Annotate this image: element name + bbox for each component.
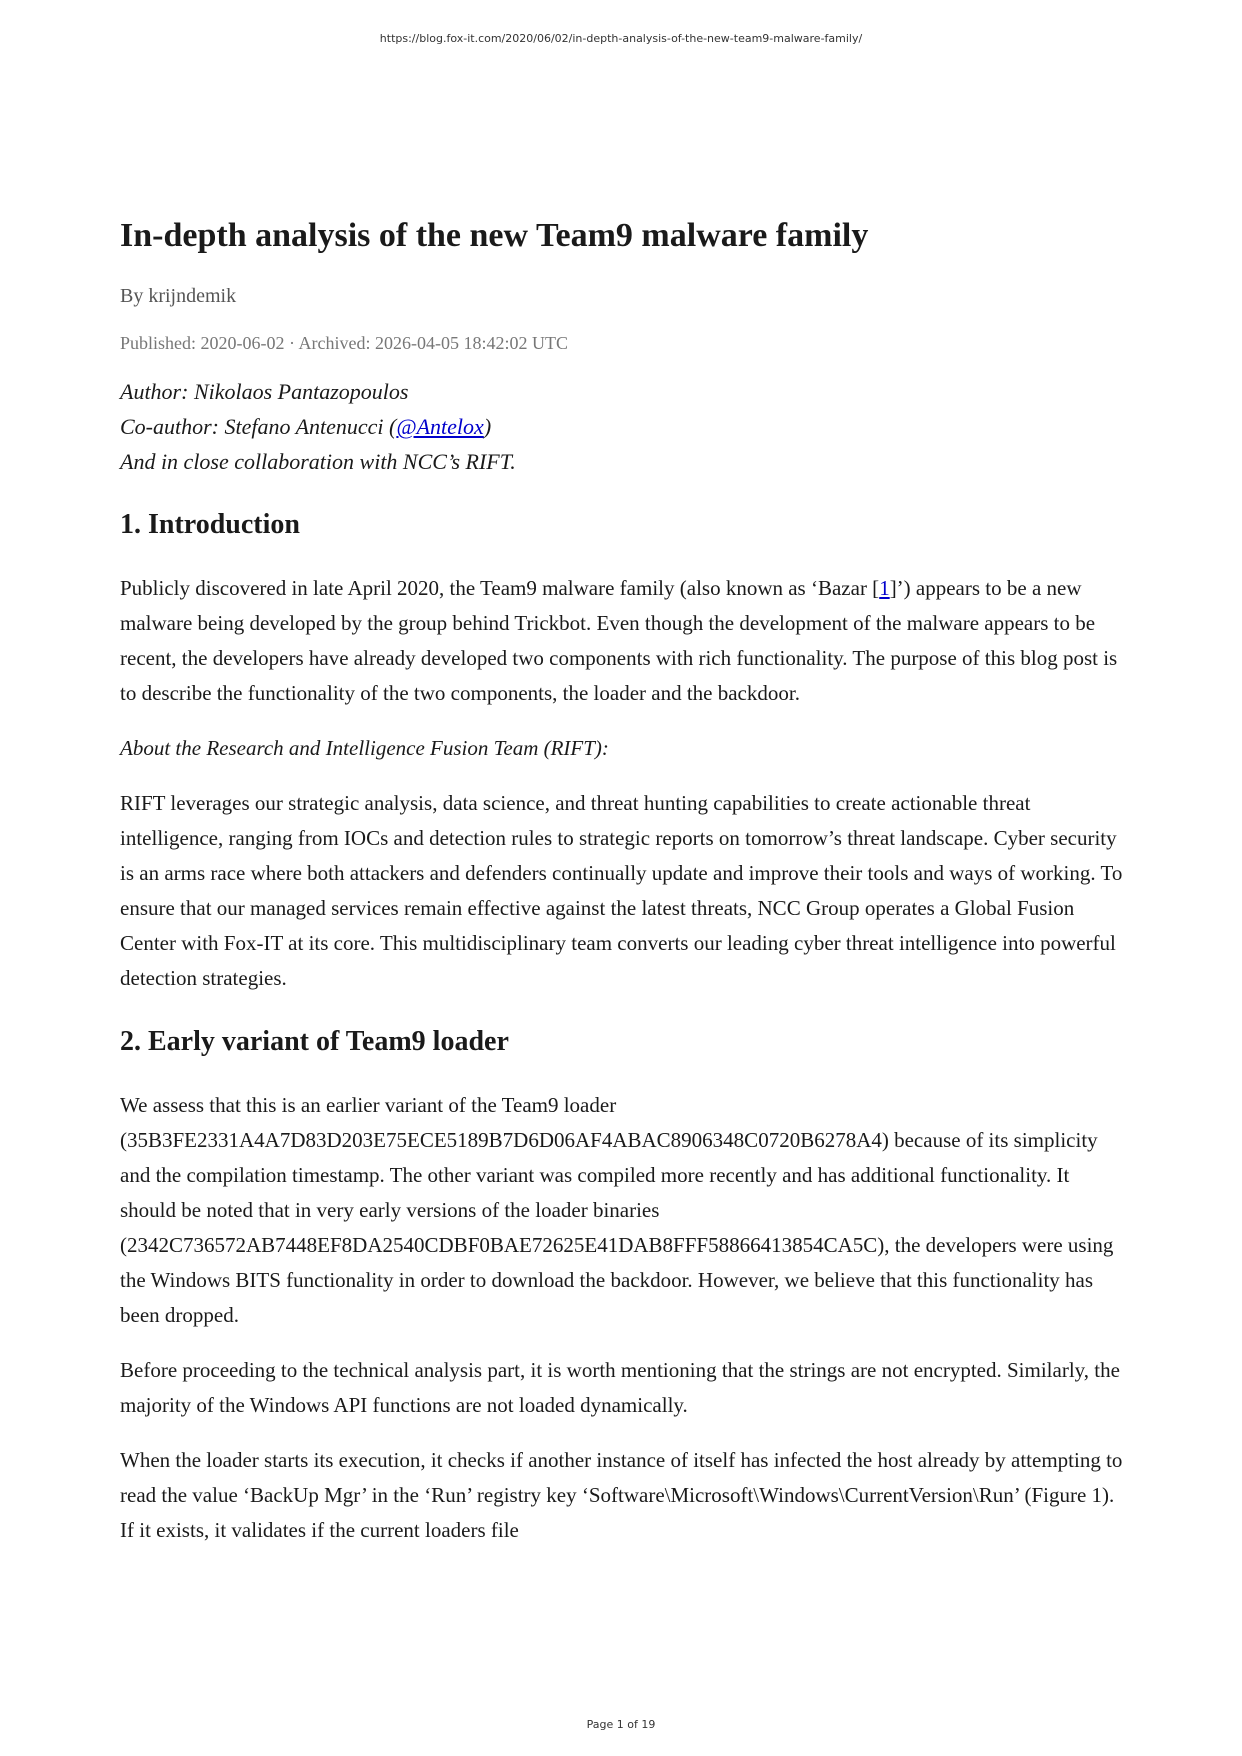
author-credit: Author: Nikolaos Pantazopoulos: [120, 379, 409, 404]
page-url: https://blog.fox-it.com/2020/06/02/in-depth-analysis-of-the-new-team9-malware-family/: [379, 32, 863, 45]
coauthor-prefix: Co-author: Stefano Antenucci (: [120, 414, 397, 439]
publish-dates: Published: 2020-06-02 · Archived: 2026-04-05 18:42:02 UTC: [120, 333, 568, 353]
article: [120, 212, 1130, 1548]
early-variant-paragraph-3: When the loader starts its execution, it checks if another instance of itself has infected the host already by attempting to read the value ‘BackUp Mgr’ in the ‘Run’ registry key ‘Software\Microsoft\Windows\CurrentVersion\Run’ (Figure 1). If it exists, it validates if the current loaders file: [120, 1448, 1123, 1542]
article-title: In-depth analysis of the new Team9 malware family: [120, 217, 869, 254]
rift-paragraph: RIFT leverages our strategic analysis, data science, and threat hunting capabilities to create actionable threat intelligence, ranging from IOCs and detection rules to strategic reports on tomorrow’s threat landscape. Cyber security is an arms race where both attackers and defenders continually update and improve their tools and ways of working. To ensure that our managed services remain effective against the latest threats, NCC Group operates a Global Fusion Center with Fox-IT at its core. This multidisciplinary team converts our leading cyber threat intelligence into powerful detection strategies.: [120, 791, 1123, 990]
coauthor-credit: [120, 409, 1130, 444]
page-number: Page 1 of 19: [586, 1718, 656, 1731]
early-variant-paragraph-1: We assess that this is an earlier variant of the Team9 loader (35B3FE2331A4A7D83D203E75ECE5189B7D6D06AF4ABAC8906348C0720B6278A4) because of its simplicity and the compilation timestamp. The other variant was compiled more recently and has additional functionality. It should be noted that in very early versions of the loader binaries (2342C736572AB7448EF8DA2540CDBF0BAE72625E41DAB8FFF58866413854CA5C), the developers were using the Windows BITS functionality in order to download the backdoor. However, we believe that this functionality has been dropped.: [120, 1093, 1114, 1327]
intro-text-start: Publicly discovered in late April 2020, the Team9 malware family (also known as ‘Bazar [: [120, 576, 880, 600]
section-heading-early-variant: 2. Early variant of Team9 loader: [120, 1026, 509, 1057]
intro-paragraph: [120, 571, 1130, 711]
antelox-link[interactable]: @Antelox: [396, 414, 484, 439]
credits-block: [120, 374, 1130, 479]
author-byline: By krijndemik: [120, 285, 237, 307]
coauthor-suffix: ): [483, 414, 492, 439]
collaboration-credit: And in close collaboration with NCC’s RIFT.: [120, 449, 516, 474]
rift-subheading: About the Research and Intelligence Fusion Team (RIFT):: [120, 736, 609, 760]
reference-link-1[interactable]: 1: [879, 576, 890, 600]
early-variant-paragraph-2: Before proceeding to the technical analysis part, it is worth mentioning that the strings are not encrypted. Similarly, the majority of the Windows API functions are not loaded dynamically.: [120, 1358, 1120, 1417]
section-heading-introduction: 1. Introduction: [120, 509, 300, 540]
intro-text-end: ]’) appears to be a new malware being developed by the group behind Trickbot. Even though the development of the malware appears to be recent, the developers have already developed two components with rich functionality. The purpose of this blog post is to describe the functionality of the two components, the loader and the backdoor.: [120, 576, 1118, 705]
